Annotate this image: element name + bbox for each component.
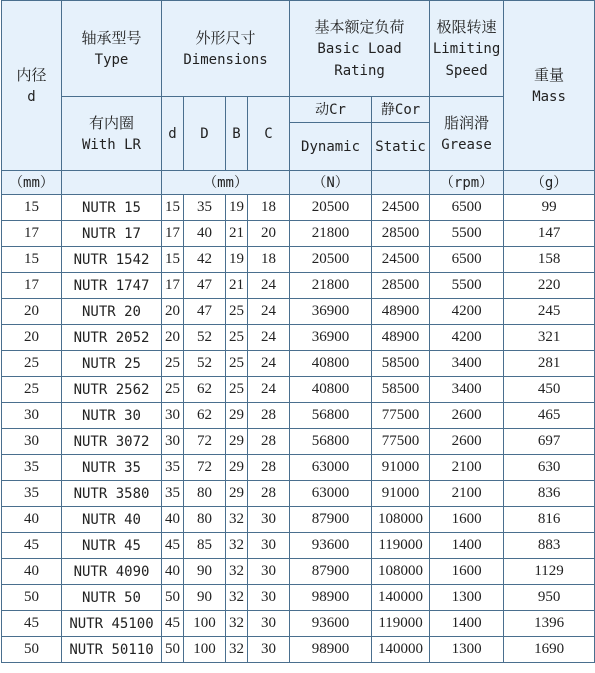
cell-c: 28	[248, 429, 290, 455]
cell-dynamic: 56800	[290, 403, 372, 429]
bore-header-symbol: d	[27, 88, 36, 105]
cell-d: 30	[162, 429, 184, 455]
speed-header	[430, 1, 504, 97]
load-rating-header-en1: Basic Load	[317, 40, 402, 57]
cell-d: 15	[162, 195, 184, 221]
grease-header-zh: 脂润滑	[444, 113, 490, 132]
cell-b: 32	[226, 585, 248, 611]
cell-bore: 17	[2, 273, 62, 299]
cell-d: 30	[162, 403, 184, 429]
cell-c: 30	[248, 585, 290, 611]
cell-static: 28500	[372, 221, 430, 247]
cell-static: 58500	[372, 377, 430, 403]
dynamic-en-header: Dynamic	[290, 123, 372, 171]
cell-c: 24	[248, 351, 290, 377]
table-body	[2, 195, 595, 663]
table-row	[2, 481, 595, 507]
cell-mass: 816	[504, 507, 595, 533]
table-row	[2, 585, 595, 611]
cell-outer-d: 72	[184, 429, 226, 455]
cell-c: 30	[248, 637, 290, 663]
cell-static: 119000	[372, 533, 430, 559]
dim-col-d: d	[162, 97, 184, 171]
cell-b: 25	[226, 351, 248, 377]
cell-static: 48900	[372, 325, 430, 351]
table-row	[2, 611, 595, 637]
cell-type: NUTR 4090	[62, 559, 162, 585]
cell-static: 140000	[372, 637, 430, 663]
cell-bore: 35	[2, 481, 62, 507]
cell-bore: 45	[2, 533, 62, 559]
table-row	[2, 637, 595, 663]
cell-static: 58500	[372, 351, 430, 377]
cell-b: 29	[226, 455, 248, 481]
mass-header	[504, 1, 595, 171]
cell-c: 30	[248, 507, 290, 533]
cell-b: 29	[226, 403, 248, 429]
cell-static: 140000	[372, 585, 430, 611]
cell-c: 18	[248, 195, 290, 221]
cell-dynamic: 36900	[290, 299, 372, 325]
cell-d: 35	[162, 455, 184, 481]
cell-speed: 1300	[430, 637, 504, 663]
cell-d: 17	[162, 273, 184, 299]
cell-bore: 20	[2, 299, 62, 325]
type-header	[62, 1, 162, 97]
type-header-zh: 轴承型号	[81, 28, 142, 47]
load-rating-header	[290, 1, 430, 97]
dim-col-c: C	[248, 97, 290, 171]
cell-dynamic: 98900	[290, 637, 372, 663]
cell-outer-d: 52	[184, 351, 226, 377]
cell-dynamic: 98900	[290, 585, 372, 611]
cell-speed: 4200	[430, 299, 504, 325]
cell-outer-d: 47	[184, 273, 226, 299]
cell-mass: 99	[504, 195, 595, 221]
cell-c: 30	[248, 533, 290, 559]
cell-outer-d: 80	[184, 507, 226, 533]
load-rating-header-zh: 基本额定负荷	[314, 17, 405, 36]
speed-unit: （rpm）	[430, 171, 504, 195]
cell-outer-d: 100	[184, 637, 226, 663]
with-lr-header-en: With LR	[81, 136, 141, 153]
cell-type: NUTR 35	[62, 455, 162, 481]
cell-bore: 25	[2, 377, 62, 403]
cell-d: 45	[162, 611, 184, 637]
cell-type: NUTR 50110	[62, 637, 162, 663]
dynamic-zh-header: 动Cr	[290, 97, 372, 123]
cell-speed: 1600	[430, 559, 504, 585]
cell-c: 28	[248, 455, 290, 481]
cell-c: 18	[248, 247, 290, 273]
cell-bore: 45	[2, 611, 62, 637]
cell-speed: 6500	[430, 247, 504, 273]
table-row	[2, 507, 595, 533]
cell-c: 24	[248, 299, 290, 325]
cell-speed: 2600	[430, 429, 504, 455]
dim-col-outer-d: D	[184, 97, 226, 171]
cell-d: 15	[162, 247, 184, 273]
cell-type: NUTR 45100	[62, 611, 162, 637]
cell-dynamic: 87900	[290, 507, 372, 533]
mass-header-zh: 重量	[534, 65, 565, 84]
mass-unit: （g）	[504, 171, 595, 195]
cell-d: 40	[162, 507, 184, 533]
cell-speed: 1400	[430, 611, 504, 637]
cell-speed: 4200	[430, 325, 504, 351]
cell-outer-d: 35	[184, 195, 226, 221]
cell-bore: 50	[2, 585, 62, 611]
bore-unit: （mm）	[2, 171, 62, 195]
cell-outer-d: 40	[184, 221, 226, 247]
mass-header-en: Mass	[532, 88, 566, 105]
cell-type: NUTR 1542	[62, 247, 162, 273]
dimensions-header-en: Dimensions	[183, 51, 268, 68]
cell-dynamic: 21800	[290, 273, 372, 299]
cell-bore: 15	[2, 195, 62, 221]
cell-type: NUTR 1747	[62, 273, 162, 299]
cell-type: NUTR 20	[62, 299, 162, 325]
cell-bore: 20	[2, 325, 62, 351]
cell-speed: 2100	[430, 455, 504, 481]
cell-static: 24500	[372, 195, 430, 221]
table-row	[2, 351, 595, 377]
cell-b: 29	[226, 429, 248, 455]
bore-header-zh: 内径	[16, 65, 47, 84]
table-row	[2, 273, 595, 299]
cell-mass: 220	[504, 273, 595, 299]
cell-dynamic: 93600	[290, 533, 372, 559]
cell-speed: 3400	[430, 351, 504, 377]
cell-type: NUTR 2562	[62, 377, 162, 403]
cell-static: 108000	[372, 559, 430, 585]
cell-speed: 1300	[430, 585, 504, 611]
cell-bore: 30	[2, 403, 62, 429]
cell-mass: 883	[504, 533, 595, 559]
cell-dynamic: 63000	[290, 455, 372, 481]
cell-dynamic: 20500	[290, 195, 372, 221]
grease-header-en: Grease	[441, 136, 492, 153]
speed-header-zh: 极限转速	[436, 17, 497, 36]
with-lr-header-zh: 有内圈	[88, 113, 134, 132]
cell-mass: 697	[504, 429, 595, 455]
cell-type: NUTR 3072	[62, 429, 162, 455]
cell-mass: 245	[504, 299, 595, 325]
static-zh-header: 静Cor	[372, 97, 430, 123]
cell-outer-d: 90	[184, 585, 226, 611]
cell-bore: 30	[2, 429, 62, 455]
bore-header	[2, 1, 62, 171]
cell-b: 32	[226, 611, 248, 637]
cell-b: 32	[226, 637, 248, 663]
cell-b: 21	[226, 221, 248, 247]
cell-static: 77500	[372, 403, 430, 429]
cell-bore: 50	[2, 637, 62, 663]
cell-type: NUTR 2052	[62, 325, 162, 351]
cell-bore: 40	[2, 507, 62, 533]
cell-outer-d: 100	[184, 611, 226, 637]
cell-static: 91000	[372, 481, 430, 507]
cell-mass: 950	[504, 585, 595, 611]
cell-speed: 5500	[430, 221, 504, 247]
cell-dynamic: 40800	[290, 351, 372, 377]
cell-outer-d: 85	[184, 533, 226, 559]
cell-static: 24500	[372, 247, 430, 273]
cell-b: 29	[226, 481, 248, 507]
cell-mass: 147	[504, 221, 595, 247]
cell-dynamic: 21800	[290, 221, 372, 247]
table-row	[2, 299, 595, 325]
cell-mass: 1396	[504, 611, 595, 637]
cell-d: 25	[162, 351, 184, 377]
bearing-spec-table	[1, 0, 595, 663]
cell-b: 25	[226, 377, 248, 403]
cell-outer-d: 62	[184, 377, 226, 403]
cell-d: 35	[162, 481, 184, 507]
cell-b: 19	[226, 195, 248, 221]
cell-dynamic: 63000	[290, 481, 372, 507]
load-unit-empty	[372, 171, 430, 195]
static-en-header: Static	[372, 123, 430, 171]
cell-d: 20	[162, 325, 184, 351]
table-row	[2, 325, 595, 351]
cell-static: 28500	[372, 273, 430, 299]
cell-d: 17	[162, 221, 184, 247]
cell-mass: 281	[504, 351, 595, 377]
cell-speed: 1600	[430, 507, 504, 533]
header-row-main	[2, 1, 595, 97]
cell-outer-d: 52	[184, 325, 226, 351]
cell-bore: 25	[2, 351, 62, 377]
cell-mass: 321	[504, 325, 595, 351]
cell-dynamic: 40800	[290, 377, 372, 403]
cell-speed: 5500	[430, 273, 504, 299]
type-header-en: Type	[94, 51, 129, 68]
cell-mass: 450	[504, 377, 595, 403]
cell-type: NUTR 40	[62, 507, 162, 533]
cell-type: NUTR 25	[62, 351, 162, 377]
cell-dynamic: 20500	[290, 247, 372, 273]
cell-d: 25	[162, 377, 184, 403]
cell-b: 21	[226, 273, 248, 299]
cell-type: NUTR 45	[62, 533, 162, 559]
cell-type: NUTR 17	[62, 221, 162, 247]
cell-type: NUTR 50	[62, 585, 162, 611]
load-unit: （N）	[290, 171, 372, 195]
cell-b: 32	[226, 507, 248, 533]
table-row	[2, 533, 595, 559]
cell-outer-d: 47	[184, 299, 226, 325]
table-row	[2, 221, 595, 247]
cell-dynamic: 56800	[290, 429, 372, 455]
cell-type: NUTR 3580	[62, 481, 162, 507]
cell-b: 32	[226, 533, 248, 559]
table-row	[2, 195, 595, 221]
cell-dynamic: 93600	[290, 611, 372, 637]
cell-outer-d: 90	[184, 559, 226, 585]
cell-d: 50	[162, 585, 184, 611]
cell-speed: 2100	[430, 481, 504, 507]
cell-c: 20	[248, 221, 290, 247]
cell-c: 30	[248, 559, 290, 585]
cell-bore: 35	[2, 455, 62, 481]
cell-c: 24	[248, 325, 290, 351]
cell-b: 19	[226, 247, 248, 273]
cell-b: 25	[226, 325, 248, 351]
cell-speed: 1400	[430, 533, 504, 559]
cell-c: 30	[248, 611, 290, 637]
cell-speed: 6500	[430, 195, 504, 221]
load-rating-header-en2: Rating	[334, 62, 385, 79]
dimensions-header-zh: 外形尺寸	[195, 28, 256, 47]
cell-c: 24	[248, 273, 290, 299]
dimensions-header	[162, 1, 290, 97]
cell-type: NUTR 15	[62, 195, 162, 221]
cell-outer-d: 72	[184, 455, 226, 481]
cell-mass: 465	[504, 403, 595, 429]
cell-speed: 3400	[430, 377, 504, 403]
speed-header-en1: Limiting	[432, 40, 501, 57]
table-row	[2, 455, 595, 481]
cell-outer-d: 80	[184, 481, 226, 507]
cell-outer-d: 42	[184, 247, 226, 273]
cell-mass: 836	[504, 481, 595, 507]
cell-d: 45	[162, 533, 184, 559]
cell-mass: 630	[504, 455, 595, 481]
grease-header	[430, 97, 504, 171]
cell-type: NUTR 30	[62, 403, 162, 429]
cell-static: 48900	[372, 299, 430, 325]
cell-bore: 17	[2, 221, 62, 247]
cell-b: 25	[226, 299, 248, 325]
dimensions-unit: （mm）	[162, 171, 290, 195]
cell-speed: 2600	[430, 403, 504, 429]
cell-d: 40	[162, 559, 184, 585]
cell-bore: 40	[2, 559, 62, 585]
cell-dynamic: 36900	[290, 325, 372, 351]
table-row	[2, 247, 595, 273]
cell-d: 20	[162, 299, 184, 325]
cell-b: 32	[226, 559, 248, 585]
cell-static: 108000	[372, 507, 430, 533]
table-row	[2, 429, 595, 455]
cell-outer-d: 62	[184, 403, 226, 429]
cell-static: 91000	[372, 455, 430, 481]
with-lr-header	[62, 97, 162, 171]
cell-c: 24	[248, 377, 290, 403]
header-row-units	[2, 171, 595, 195]
cell-mass: 1129	[504, 559, 595, 585]
cell-d: 50	[162, 637, 184, 663]
cell-static: 77500	[372, 429, 430, 455]
cell-c: 28	[248, 403, 290, 429]
table-row	[2, 377, 595, 403]
cell-mass: 158	[504, 247, 595, 273]
cell-mass: 1690	[504, 637, 595, 663]
cell-dynamic: 87900	[290, 559, 372, 585]
type-unit-empty	[62, 171, 162, 195]
table-row	[2, 403, 595, 429]
table-row	[2, 559, 595, 585]
dim-col-b: B	[226, 97, 248, 171]
cell-c: 28	[248, 481, 290, 507]
cell-static: 119000	[372, 611, 430, 637]
speed-header-en2: Speed	[445, 62, 488, 79]
cell-bore: 15	[2, 247, 62, 273]
